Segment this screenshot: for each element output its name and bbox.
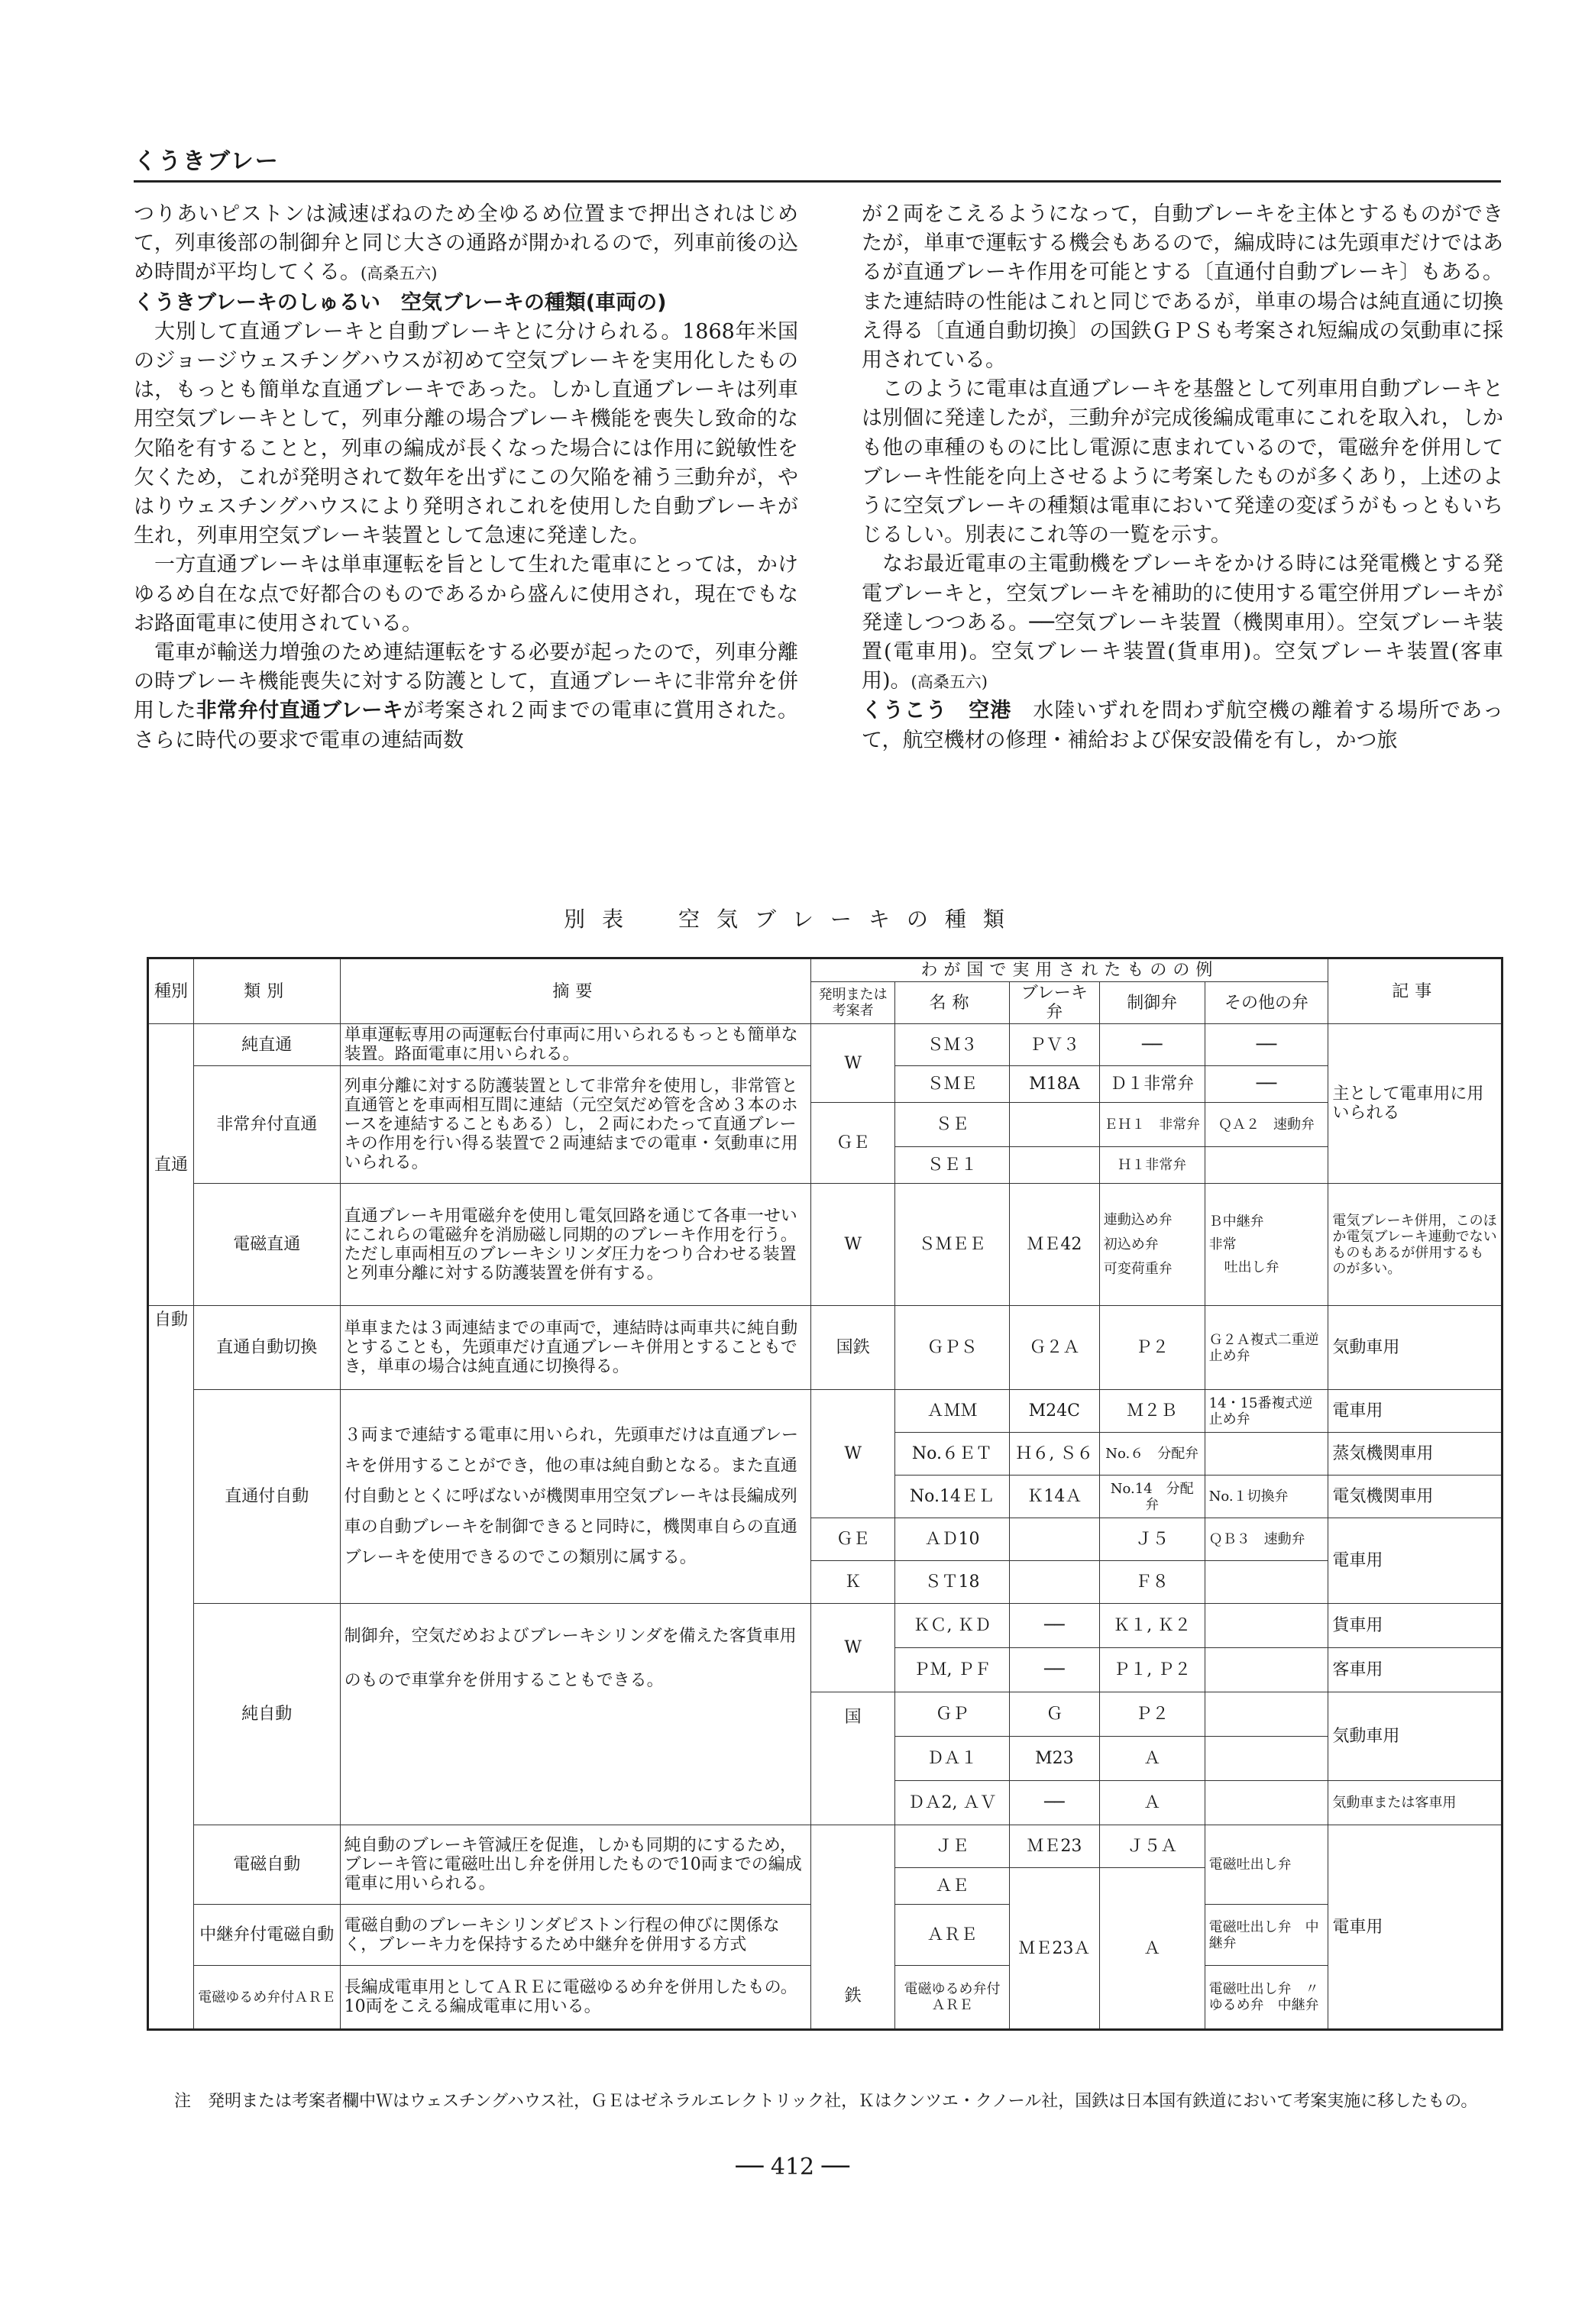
cell-other-valve: ＱＢ３ 速動弁 [1205, 1518, 1328, 1561]
cell-brake-valve [1009, 1147, 1099, 1184]
cell-summary: 純自動のブレーキ管減圧を促進，しかも同期的にするため，ブレーキ管に電磁吐出し弁を併用したもので10両までの編成電車に用いられる。 [340, 1825, 811, 1905]
paragraph: つりあいピストンは減速ばねのため全ゆるめ位置まで押出されはじめて，列車後部の制御弁と同じ大さの通路が開かれるので，列車前後の込め時間が平均してくる。(高桑五六) [134, 202, 798, 285]
cell-remarks: 電車用 [1328, 1390, 1503, 1433]
cell-name: ＳＴ18 [895, 1561, 1010, 1604]
cell-category: 純直通 [193, 1024, 340, 1066]
cell-other-valve [1205, 1604, 1328, 1648]
cell-control-valve: Ｈ１非常弁 [1099, 1147, 1205, 1184]
cell-brake-valve: ── [1009, 1648, 1099, 1692]
cell-brake-valve: ── [1009, 1604, 1099, 1648]
group-direct: 直通 [148, 1024, 194, 1306]
cell-brake-valve [1009, 1518, 1099, 1561]
cell-inventor: W [811, 1024, 895, 1103]
cell-other-valve [1205, 1561, 1328, 1604]
cell-remarks: 気動車用 [1328, 1692, 1503, 1781]
table-row [148, 1024, 1503, 1066]
cell-other-valve [1205, 1147, 1328, 1184]
cell-brake-valve: ＭＥ23Ａ [1009, 1868, 1099, 2030]
cell-other-valve: Ｂ中継弁 非常 吐出し弁 [1205, 1184, 1328, 1306]
cell-brake-valve [1009, 1561, 1099, 1604]
cell-brake-valve: ＰＶ３ [1009, 1024, 1099, 1066]
cell-remarks: 主として電車用に用いられる [1328, 1024, 1503, 1184]
cell-control-valve: Ａ [1099, 1868, 1205, 2030]
entry-heading: くうきブレーキのしゅるい 空気ブレーキの種類(車両の) [134, 290, 667, 315]
right-column [862, 200, 1503, 755]
cell-inventor: ＧＥ [811, 1103, 895, 1184]
cell-inventor: W [811, 1184, 895, 1306]
cell-brake-valve: M24C [1009, 1390, 1099, 1433]
cell-control-valve: Ｊ５ [1099, 1518, 1205, 1561]
cell-category: 電磁直通 [193, 1184, 340, 1306]
cell-other-valve [1205, 1737, 1328, 1781]
cell-name: ＧＰＳ [895, 1306, 1010, 1390]
th-examples: わが国で実用されたものの例 [811, 958, 1328, 982]
th-kind: 種別 [148, 958, 194, 1024]
cell-remarks: 客車用 [1328, 1648, 1503, 1692]
cell-name: ＧＰ [895, 1692, 1010, 1737]
cell-brake-valve: ＭＥ42 [1009, 1184, 1099, 1306]
cell-other-valve: 電磁吐出し弁 〃ゆるめ弁 中継弁 [1205, 1966, 1328, 2030]
table-row [148, 1604, 1503, 1648]
cell-brake-valve: M18A [1009, 1066, 1099, 1103]
th-name: 名称 [895, 982, 1010, 1024]
paragraph: 電車が輸送力増強のため連結運転をする必要が起ったので，列車分離の時ブレーキ機能喪失に対する防護として，直通ブレーキに非常弁を併用した非常弁付直通ブレーキが考案され２両までの電車に賞用された。さらに時代の要求で電車の連結両数 [134, 641, 798, 752]
cell-category: 純自動 [193, 1604, 340, 1825]
th-brake-valve: ブレーキ弁 [1009, 982, 1099, 1024]
table-title: 別表 空気ブレーキの種類 [564, 907, 1021, 932]
cell-control-valve: No.６ 分配弁 [1099, 1433, 1205, 1476]
cell-name: 電磁ゆるめ弁付ＡＲＥ [895, 1966, 1010, 2030]
cell-control-valve: Ｋ１, Ｋ２ [1099, 1604, 1205, 1648]
cell-brake-valve: Ｋ14Ａ [1009, 1476, 1099, 1518]
th-category: 類別 [193, 958, 340, 1024]
cell-control-valve: Ｄ１非常弁 [1099, 1066, 1205, 1103]
cell-name: ＫＣ, ＫＤ [895, 1604, 1010, 1648]
cell-remarks: 電気ブレーキ併用，このほか電気ブレーキ連動でないものもあるが併用するものが多い。 [1328, 1184, 1503, 1306]
cell-name: ＡＭＭ [895, 1390, 1010, 1433]
cell-brake-valve: Ｇ [1009, 1692, 1099, 1737]
cell-control-valve: ＥＨ１ 非常弁 [1099, 1103, 1205, 1147]
cell-summary: 列車分離に対する防護装置として非常弁を使用し，非常管と直通管とを車両相互間に連結（元空気だめ管を含め３本のホースを連結することもある）し，２両にわたって直通ブレーキの作用を行い得る装置で２両連結までの電車・気動車に用いられる。 [340, 1066, 811, 1184]
paragraph: 大別して直通ブレーキと自動ブレーキとに分けられる。1868年米国のジョージウェスチングハウスが初めて空気ブレーキを実用化したものは，もっとも簡単な直通ブレーキであった。しかし直通ブレーキは列車用空気ブレーキとして，列車分離の場合ブレーキ機能を喪失し致命的な欠陥を有することと，列車の編成が長くなった場合には作用に鋭敏性を欠くため，これが発明されて数年を出ずにこの欠陥を補う三動弁が，やはりウェスチングハウスにより発明されこれを使用した自動ブレーキが生れ，列車用空気ブレーキ装置として急速に発達した。 [134, 319, 798, 548]
cell-summary: 電磁自動のブレーキシリンダピストン行程の伸びに関係なく，ブレーキ力を保持するため中継弁を併用する方式 [340, 1905, 811, 1966]
table-note: 注 発明または考案者欄中Ｗはウェスチングハウス社，ＧＥはゼネラルエレクトリック社，Ｋはクンツエ・クノール社，国鉄は日本国有鉄道において考案実施に移したもの。 [174, 2092, 1478, 2111]
cell-name: ＳＥ１ [895, 1147, 1010, 1184]
cell-other-valve: Ｇ２Ａ複式二重逆止め弁 [1205, 1306, 1328, 1390]
left-column [134, 200, 798, 755]
cell-summary: ３両まで連結する電車に用いられ，先頭車だけは直通ブレーキを併用することができ，他の車は純自動となる。また直通付自動ととくに呼ばないが機関車用空気ブレーキは長編成列車の自動ブレーキを制御できると同時に，機関車自らの直通ブレーキを使用できるのでこの類別に属する。 [340, 1390, 811, 1604]
cell-control-valve: Ａ [1099, 1781, 1205, 1825]
cell-control-valve: Ｐ２ [1099, 1306, 1205, 1390]
cell-control-valve: Ｐ１, Ｐ２ [1099, 1648, 1205, 1692]
th-remarks: 記事 [1328, 958, 1503, 1024]
cell-inventor: 国鉄 [811, 1306, 895, 1390]
table-row [148, 1825, 1503, 1868]
cell-control-valve: Ｍ２Ｂ [1099, 1390, 1205, 1433]
cell-brake-valve [1009, 1103, 1099, 1147]
cell-name: ＡＲＥ [895, 1905, 1010, 1966]
cell-brake-valve: Ｇ２Ａ [1009, 1306, 1099, 1390]
cell-inventor: 鉄 [811, 1825, 895, 2030]
paragraph: なお最近電車の主電動機をブレーキをかける時には発電機とする発電ブレーキと，空気ブレーキを補助的に使用する電空併用ブレーキが発達しつつある。──空気ブレーキ装置（機関車用）。空気ブレーキ装置(電車用)。空気ブレーキ装置(貨車用)。空気ブレーキ装置(客車用)。(高桑五六) [862, 552, 1503, 693]
cell-other-valve: 14・15番複式逆止め弁 [1205, 1390, 1328, 1433]
cell-name: No.６ＥＴ [895, 1433, 1010, 1476]
cell-other-valve [1205, 1433, 1328, 1476]
cell-other-valve: 電磁吐出し弁 中継弁 [1205, 1905, 1328, 1966]
paragraph: くうこう 空港 水陸いずれを問わず航空機の離着する場所であって，航空機材の修理・補給および保安設備を有し，かつ旅 [862, 699, 1504, 752]
page-number: ── 412 ── [736, 2154, 849, 2180]
cell-remarks: 貨車用 [1328, 1604, 1503, 1648]
group-auto: 自動 [148, 1306, 194, 2030]
cell-control-valve: No.14 分配弁 [1099, 1476, 1205, 1518]
cell-other-valve: ── [1205, 1024, 1328, 1066]
cell-remarks: 気動車用 [1328, 1306, 1503, 1390]
cell-inventor: ＧＥ [811, 1518, 895, 1561]
cell-control-valve: Ａ [1099, 1737, 1205, 1781]
cell-brake-valve: M23 [1009, 1737, 1099, 1781]
running-header [134, 137, 1501, 183]
cell-inventor: W [811, 1390, 895, 1518]
cell-other-valve: No.１切換弁 [1205, 1476, 1328, 1518]
cell-name: ＳＭＥＥ [895, 1184, 1010, 1306]
cell-inventor: 国 [811, 1692, 895, 1825]
cell-category: 直通付自動 [193, 1390, 340, 1604]
cell-name: No.14ＥＬ [895, 1476, 1010, 1518]
cell-control-valve: Ｊ５Ａ [1099, 1825, 1205, 1868]
th-other-valve: その他の弁 [1205, 982, 1328, 1024]
cell-other-valve: ── [1205, 1066, 1328, 1103]
cell-name: ＳＥ [895, 1103, 1010, 1147]
paragraph: このように電車は直通ブレーキを基盤として列車用自動ブレーキとは別個に発達したが，三動弁が完成後編成電車にこれを取入れ，しかも他の車種のものに比し電源に恵まれているので，電磁弁を併用してブレーキ性能を向上させるように考案したものが多くあり，上述のように空気ブレーキの種類は電車において発達の変ぼうがもっともいちじるしい。別表にこれ等の一覧を示す。 [862, 377, 1503, 548]
cell-category: 直通自動切換 [193, 1306, 340, 1390]
table-row [148, 1184, 1503, 1306]
cell-control-valve: 連動込め弁 初込め弁 可変荷重弁 [1099, 1184, 1205, 1306]
table-header-row [148, 958, 1503, 982]
brake-types-table [147, 957, 1503, 2031]
cell-brake-valve: Ｈ６, Ｓ６ [1009, 1433, 1099, 1476]
cell-remarks: 電車用 [1328, 1825, 1503, 2030]
cell-name: ＰＭ, ＰＦ [895, 1648, 1010, 1692]
paragraph: 一方直通ブレーキは単車運転を旨として生れた電車にとっては，かけゆるめ自在な点で好都合のものであるから盛んに使用され，現在でもなお路面電車に使用されている。 [134, 553, 798, 635]
paragraph: が２両をこえるようになって，自動ブレーキを主体とするものができたが，単車で運転する機会もあるので，編成時には先頭車だけではあるが直通ブレーキ作用を可能とする〔直通付自動ブレーキ〕もある。また連結時の性能はこれと同じであるが，単車の場合は純直通に切換え得る〔直通自動切換〕の国鉄ＧＰＳも考案され短編成の気動車に採用されている。 [862, 202, 1503, 373]
cell-summary: 単車または３両連結までの車両で，連結時は両車共に純自動とすることも，先頭車だけ直通ブレーキ併用とすることもでき，単車の場合は純直通に切換得る。 [340, 1306, 811, 1390]
cell-control-valve: Ｆ８ [1099, 1561, 1205, 1604]
cell-category: 電磁ゆるめ弁付ＡＲＥ [193, 1966, 340, 2030]
cell-brake-valve: ＭＥ23 [1009, 1825, 1099, 1868]
cell-control-valve: ── [1099, 1024, 1205, 1066]
cell-name: ＳＭ３ [895, 1024, 1010, 1066]
header-title: くうきブレー [134, 148, 280, 175]
cell-summary: 長編成電車用としてＡＲＥに電磁ゆるめ弁を併用したもの。10両をこえる編成電車に用いる。 [340, 1966, 811, 2030]
cell-summary: 制御弁，空気だめおよびブレーキシリンダを備えた客貨車用のもので車掌弁を併用することもできる。 [340, 1604, 811, 1825]
cell-other-valve [1205, 1692, 1328, 1737]
cell-name: ＳＭＥ [895, 1066, 1010, 1103]
cell-other-valve [1205, 1781, 1328, 1825]
cell-inventor: W [811, 1604, 895, 1692]
cell-inventor: Ｋ [811, 1561, 895, 1604]
cell-category: 中継弁付電磁自動 [193, 1905, 340, 1966]
table-row [148, 1390, 1503, 1433]
cell-summary: 直通ブレーキ用電磁弁を使用し電気回路を通じて各車一せいにこれらの電磁弁を消励磁し同期的のブレーキ作用を行う。ただし車両相互のブレーキシリンダ圧力をつり合わせる装置と列車分離に対する防護装置を併有する。 [340, 1184, 811, 1306]
cell-other-valve: ＱＡ２ 速動弁 [1205, 1103, 1328, 1147]
cell-remarks: 電車用 [1328, 1518, 1503, 1604]
th-control-valve: 制御弁 [1099, 982, 1205, 1024]
th-summary: 摘要 [340, 958, 811, 1024]
cell-summary: 単車運転専用の両運転台付車両に用いられるもっとも簡単な装置。路面電車に用いられる。 [340, 1024, 811, 1066]
cell-category: 非常弁付直通 [193, 1066, 340, 1184]
cell-remarks: 蒸気機関車用 [1328, 1433, 1503, 1476]
cell-remarks: 電気機関車用 [1328, 1476, 1503, 1518]
cell-name: ＡＥ [895, 1868, 1010, 1905]
cell-remarks: 気動車または客車用 [1328, 1781, 1503, 1825]
cell-control-valve: Ｐ２ [1099, 1692, 1205, 1737]
cell-name: ＤＡ１ [895, 1737, 1010, 1781]
cell-name: ＡＤ10 [895, 1518, 1010, 1561]
cell-other-valve [1205, 1648, 1328, 1692]
cell-brake-valve: ── [1009, 1781, 1099, 1825]
cell-other-valve: 電磁吐出し弁 [1205, 1825, 1328, 1905]
cell-name: ＪＥ [895, 1825, 1010, 1868]
table-row [148, 1306, 1503, 1390]
cell-name: ＤＡ2, ＡＶ [895, 1781, 1010, 1825]
th-inventor: 発明または考案者 [811, 982, 895, 1024]
cell-category: 電磁自動 [193, 1825, 340, 1905]
